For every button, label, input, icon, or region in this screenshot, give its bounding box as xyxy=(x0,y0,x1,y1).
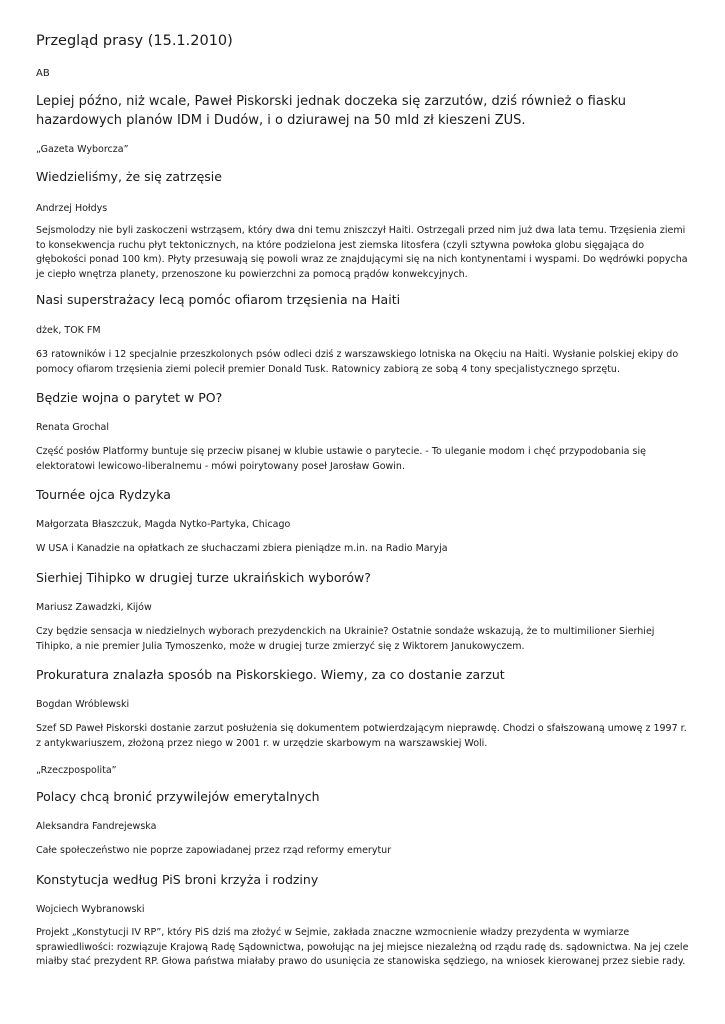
article-author: Wojciech Wybranowski xyxy=(36,904,145,915)
source-rzeczpospolita: „Rzeczpospolita” xyxy=(36,765,117,776)
article-author: Małgorzata Błaszczuk, Magda Nytko-Partyka, Chicago xyxy=(36,519,291,530)
article-headline: Sierhiej Tihipko w drugiej turze ukraińskich wyborów? xyxy=(36,570,371,585)
article-headline: Konstytucja według PiS broni krzyża i rodziny xyxy=(36,872,319,887)
article-body: Czy będzie sensacja w niedzielnych wyborach prezydenckich na Ukrainie? Ostatnie sondaże wskazują, że to multimilioner Sierhiej Tihipko, a nie premier Julia Tymoszenko, może w drugiej turze zmierzyć się z Wiktorem Janukowyczem. xyxy=(36,626,655,652)
lead-paragraph: Lepiej późno, niż wcale, Paweł Piskorski jednak doczeka się zarzutów, dziś również o fiasku hazardowych planów IDM i Dudów, i o dziurawej na 50 mld zł kieszeni ZUS. xyxy=(36,94,626,128)
article-body: Projekt „Konstytucji IV RP”, który PiS dziś ma złożyć w Sejmie, zakłada znaczne wzmocnienie władzy prezydenta w wymiarze sprawiedliwości: rozwiązuje Krajową Radę Sądownictwa, powołując na jej miejsce niezależną od rządu radę ds. sądownictwa. Na jej czele miałby stać prezydent RP. Głowa państwa miałaby prawo do usunięcia ze stanowiska sędziego, na wniosek kierowanej przez siebie rady. xyxy=(36,927,689,967)
article-body: Całe społeczeństwo nie poprze zapowiadanej przez rząd reformy emerytur xyxy=(36,845,392,856)
article-author: Renata Grochal xyxy=(36,422,110,433)
article-headline: Wiedzieliśmy, że się zatrzęsie xyxy=(36,169,222,184)
article-author: dżek, TOK FM xyxy=(36,325,101,336)
review-author: AB xyxy=(36,68,50,79)
article-author: Andrzej Hołdys xyxy=(36,203,108,214)
article-author: Mariusz Zawadzki, Kijów xyxy=(36,602,152,613)
source-gazeta-wyborcza: „Gazeta Wyborcza” xyxy=(36,144,129,155)
article-author: Aleksandra Fandrejewska xyxy=(36,821,157,832)
article-headline: Prokuratura znalazła sposób na Piskorskiego. Wiemy, za co dostanie zarzut xyxy=(36,667,505,682)
article-headline: Będzie wojna o parytet w PO? xyxy=(36,390,223,405)
article-body: Część posłów Platformy buntuje się przeciw pisanej w klubie ustawie o parytecie. - To uleganie modom i chęć przypodobania się elektoratowi lewicowo-liberalnemu - mówi poirytowany poseł Jarosław Gowin. xyxy=(36,446,646,472)
article-body: 63 ratowników i 12 specjalnie przeszkolonych psów odleci dziś z warszawskiego lotniska na Okęciu na Haiti. Wysłanie polskiej ekipy do pomocy ofiarom trzęsienia ziemi polecił premier Donald Tusk. Ratownicy zabiorą ze sobą 4 tony specjalistycznego sprzętu. xyxy=(36,349,679,375)
page-title: Przegląd prasy (15.1.2010) xyxy=(36,33,233,49)
article-body: Szef SD Paweł Piskorski dostanie zarzut posłużenia się dokumentem potwierdzającym nieprawdę. Chodzi o sfałszowaną umowę z 1997 r. z antykwariuszem, złożoną przez niego w 2001 r. w urzędzie skarbowym na warszawskiej Woli. xyxy=(36,723,687,749)
article-body: W USA i Kanadzie na opłatkach ze słuchaczami zbiera pieniądze m.in. na Radio Maryja xyxy=(36,543,448,554)
article-author: Bogdan Wróblewski xyxy=(36,699,130,710)
article-headline: Polacy chcą bronić przywilejów emerytalnych xyxy=(36,789,320,804)
article-body: Sejsmolodzy nie byli zaskoczeni wstrząsem, który dwa dni temu zniszczył Haiti. Ostrzegali przed nim już dwa lata temu. Trzęsienia ziemi to konsekwencja ruchu płyt tektonicznych, na które podzielona jest ziemska litosfera (czyli sztywna powłoka globu sięgająca do głębokości ponad 100 km). Płyty przesuwają się powoli wraz ze znajdującymi się na nich kontynentami i wyspami. Do wędrówki popycha je ciepło wnętrza planety, przenoszone ku powierzchni za pomocą prądów konwekcyjnych. xyxy=(36,225,688,280)
article-headline: Nasi superstrażacy lecą pomóc ofiarom trzęsienia na Haiti xyxy=(36,292,401,307)
article-headline: Tournée ojca Rydzyka xyxy=(36,487,171,502)
